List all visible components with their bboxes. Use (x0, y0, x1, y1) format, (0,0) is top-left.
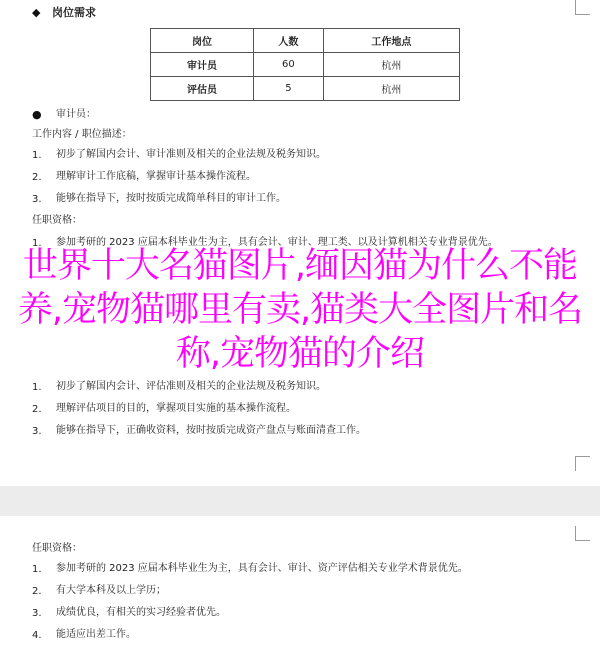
page-corner-mark (575, 0, 590, 15)
job-table (150, 28, 460, 101)
list-number: 1. (32, 564, 42, 575)
table-cell: 5 (254, 77, 324, 101)
auditor-qual-label: 任职资格： (32, 215, 82, 226)
auditor-title: 审计员： (56, 109, 96, 120)
list-number: 1. (32, 238, 42, 249)
list-number: 2. (32, 172, 42, 183)
bullet-icon: ● (32, 108, 42, 121)
list-number: 2. (32, 586, 42, 597)
list-number: 3. (32, 194, 42, 205)
list-number: 1. (32, 150, 42, 161)
table-row (151, 77, 460, 101)
page-corner-mark (575, 526, 590, 541)
overlay-title: 世界十大名猫图片,缅因猫为什么不能养,宠物猫哪里有卖,猫类大全图片和名称,宠物猫的介绍 (17, 246, 583, 374)
list-item: 能够在指导下，按时按质完成简单科目的审计工作。 (56, 193, 286, 204)
section-heading-job-status: 岗位需求 (52, 6, 96, 19)
list-item: 理解审计工作底稿，掌握审计基本操作流程。 (56, 171, 256, 182)
list-item: 初步了解国内会计、评估准则及相关的企业法规及税务知识。 (56, 381, 326, 392)
document-page-2 (0, 516, 600, 654)
table-header-row (151, 29, 460, 53)
auditor-desc-label: 工作内容 / 职位描述： (32, 129, 132, 140)
list-number: 3. (32, 426, 42, 437)
list-item: 成绩优良，有相关的实习经验者优先。 (56, 607, 226, 618)
table-header-cell: 工作地点 (323, 29, 459, 53)
list-item: 能适应出差工作。 (56, 629, 136, 640)
page-corner-mark (575, 456, 590, 471)
table-cell: 杭州 (323, 77, 459, 101)
bullet-icon: ◆ (32, 6, 41, 19)
page-gap (0, 486, 600, 516)
list-number: 4. (32, 630, 42, 641)
list-item: 有大学本科及以上学历； (56, 585, 166, 596)
table-cell: 60 (254, 53, 324, 77)
list-item: 参加考研的 2023 应届本科毕业生为主，具有会计、审计、理工类、以及计算机相关专业背景优先。 (56, 237, 498, 248)
table-cell: 审计员 (151, 53, 254, 77)
table-cell: 评估员 (151, 77, 254, 101)
list-item: 能够在指导下，正确收资料，按时按质完成资产盘点与账面清查工作。 (56, 425, 366, 436)
list-item: 理解评估项目的目的，掌握项目实施的基本操作流程。 (56, 403, 296, 414)
list-number: 2. (32, 404, 42, 415)
table-cell: 杭州 (323, 53, 459, 77)
list-number: 1. (32, 382, 42, 393)
table-header-cell: 人数 (254, 29, 324, 53)
list-item: 参加考研的 2023 应届本科毕业生为主，具有会计、审计、资产评估相关专业学术背景优先。 (56, 563, 468, 574)
list-number: 3. (32, 608, 42, 619)
table-header-cell: 岗位 (151, 29, 254, 53)
list-item: 初步了解国内会计、审计准则及相关的企业法规及税务知识。 (56, 149, 326, 160)
table-row (151, 53, 460, 77)
page2-qual-label: 任职资格： (32, 543, 82, 554)
